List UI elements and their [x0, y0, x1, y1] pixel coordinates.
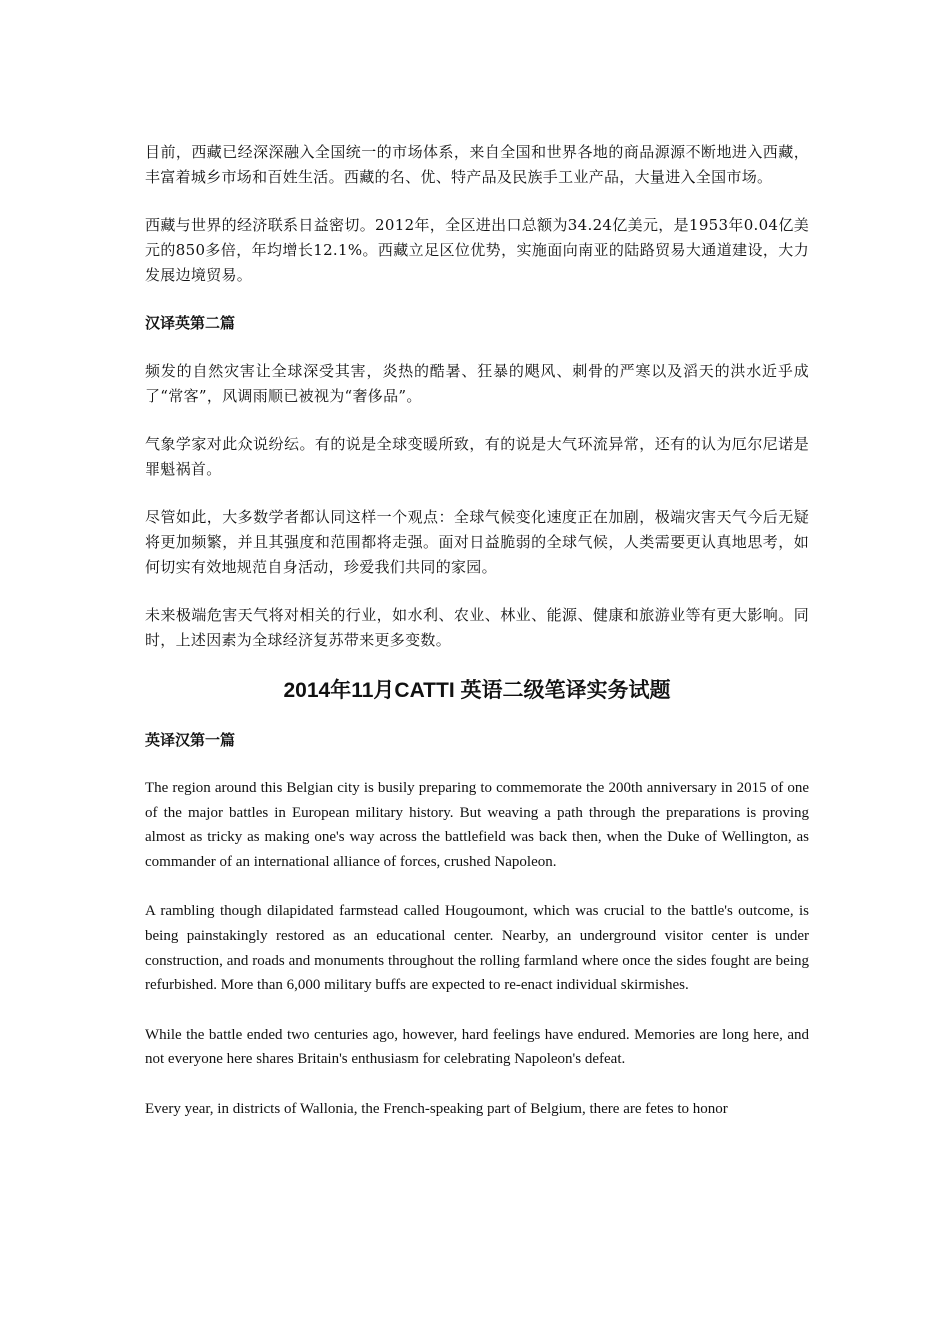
paragraph-climate-change: 尽管如此，大多数学者都认同这样一个观点：全球气候变化速度正在加剧，极端灾害天气今后无疑将更加频繁，并且其强度和范围都将走强。面对日益脆弱的全球气候，人类需要更认真地思考，如何切实有效地规范自身活动，珍爱我们共同的家园。 [145, 508, 809, 576]
paragraph-natural-disasters: 频发的自然灾害让全球深受其害，炎热的酷暑、狂暴的飓风、刺骨的严寒以及滔天的洪水近乎成了“常客”，风调雨顺已被视为“奢侈品”。 [145, 362, 809, 405]
paragraph-hard-feelings: While the battle ended two centuries ago, however, hard feelings have endured. Memories are long here, and not everyone here shares Britain's enthusiasm for celebrating Napoleon's defeat. [145, 1026, 809, 1068]
paragraph-wallonia: Every year, in districts of Wallonia, the French-speaking part of Belgium, there are fetes to honor [145, 1100, 728, 1117]
paragraph-belgian-city: The region around this Belgian city is busily preparing to commemorate the 200th anniversary in 2015 of one of the major battles in European military history. But weaving a path through the preparations is proving almost as tricky as making one's way across the battlefield was back then, when the Duke of Wellington, as commander of an international alliance of forces, crushed Napoleon. [145, 780, 809, 870]
paragraph-hougoumont: A rambling though dilapidated farmstead called Hougoumont, which was crucial to the battle's outcome, is being painstakingly restored as an educational center. Nearby, an underground visitor center is under construction, and roads and monuments throughout the rolling farmland where once the sides fought are being refurbished. More than 6,000 military buffs are expected to re-enact individual skirmishes. [145, 903, 809, 994]
subheading-en-cn-1: 英译汉第一篇 [145, 731, 236, 749]
paragraph-meteorologists: 气象学家对此众说纷纭。有的说是全球变暖所致，有的说是大气环流异常，还有的认为厄尔尼诺是罪魁祸首。 [145, 435, 809, 478]
paragraph-extreme-weather: 未来极端危害天气将对相关的行业，如水利、农业、林业、能源、健康和旅游业等有更大影响。同时，上述因素为全球经济复苏带来更多变数。 [145, 606, 809, 649]
document-page [145, 140, 809, 1147]
exam-title: 2014年11月CATTI 英语二级笔译实务试题 [283, 679, 671, 702]
subheading-cn-en-2: 汉译英第二篇 [145, 314, 236, 332]
paragraph-tibet-economy: 西藏与世界的经济联系日益密切。2012年，全区进出口总额为34.24亿美元，是1953年0.04亿美元的850多倍，年均增长12.1%。西藏立足区位优势，实施面向南亚的陆路贸易大通道建设，大力发展边境贸易。 [145, 216, 809, 284]
paragraph-tibet-market: 目前，西藏已经深深融入全国统一的市场体系，来自全国和世界各地的商品源源不断地进入西藏，丰富着城乡市场和百姓生活。西藏的名、优、特产品及民族手工业产品，大量进入全国市场。 [145, 143, 809, 186]
